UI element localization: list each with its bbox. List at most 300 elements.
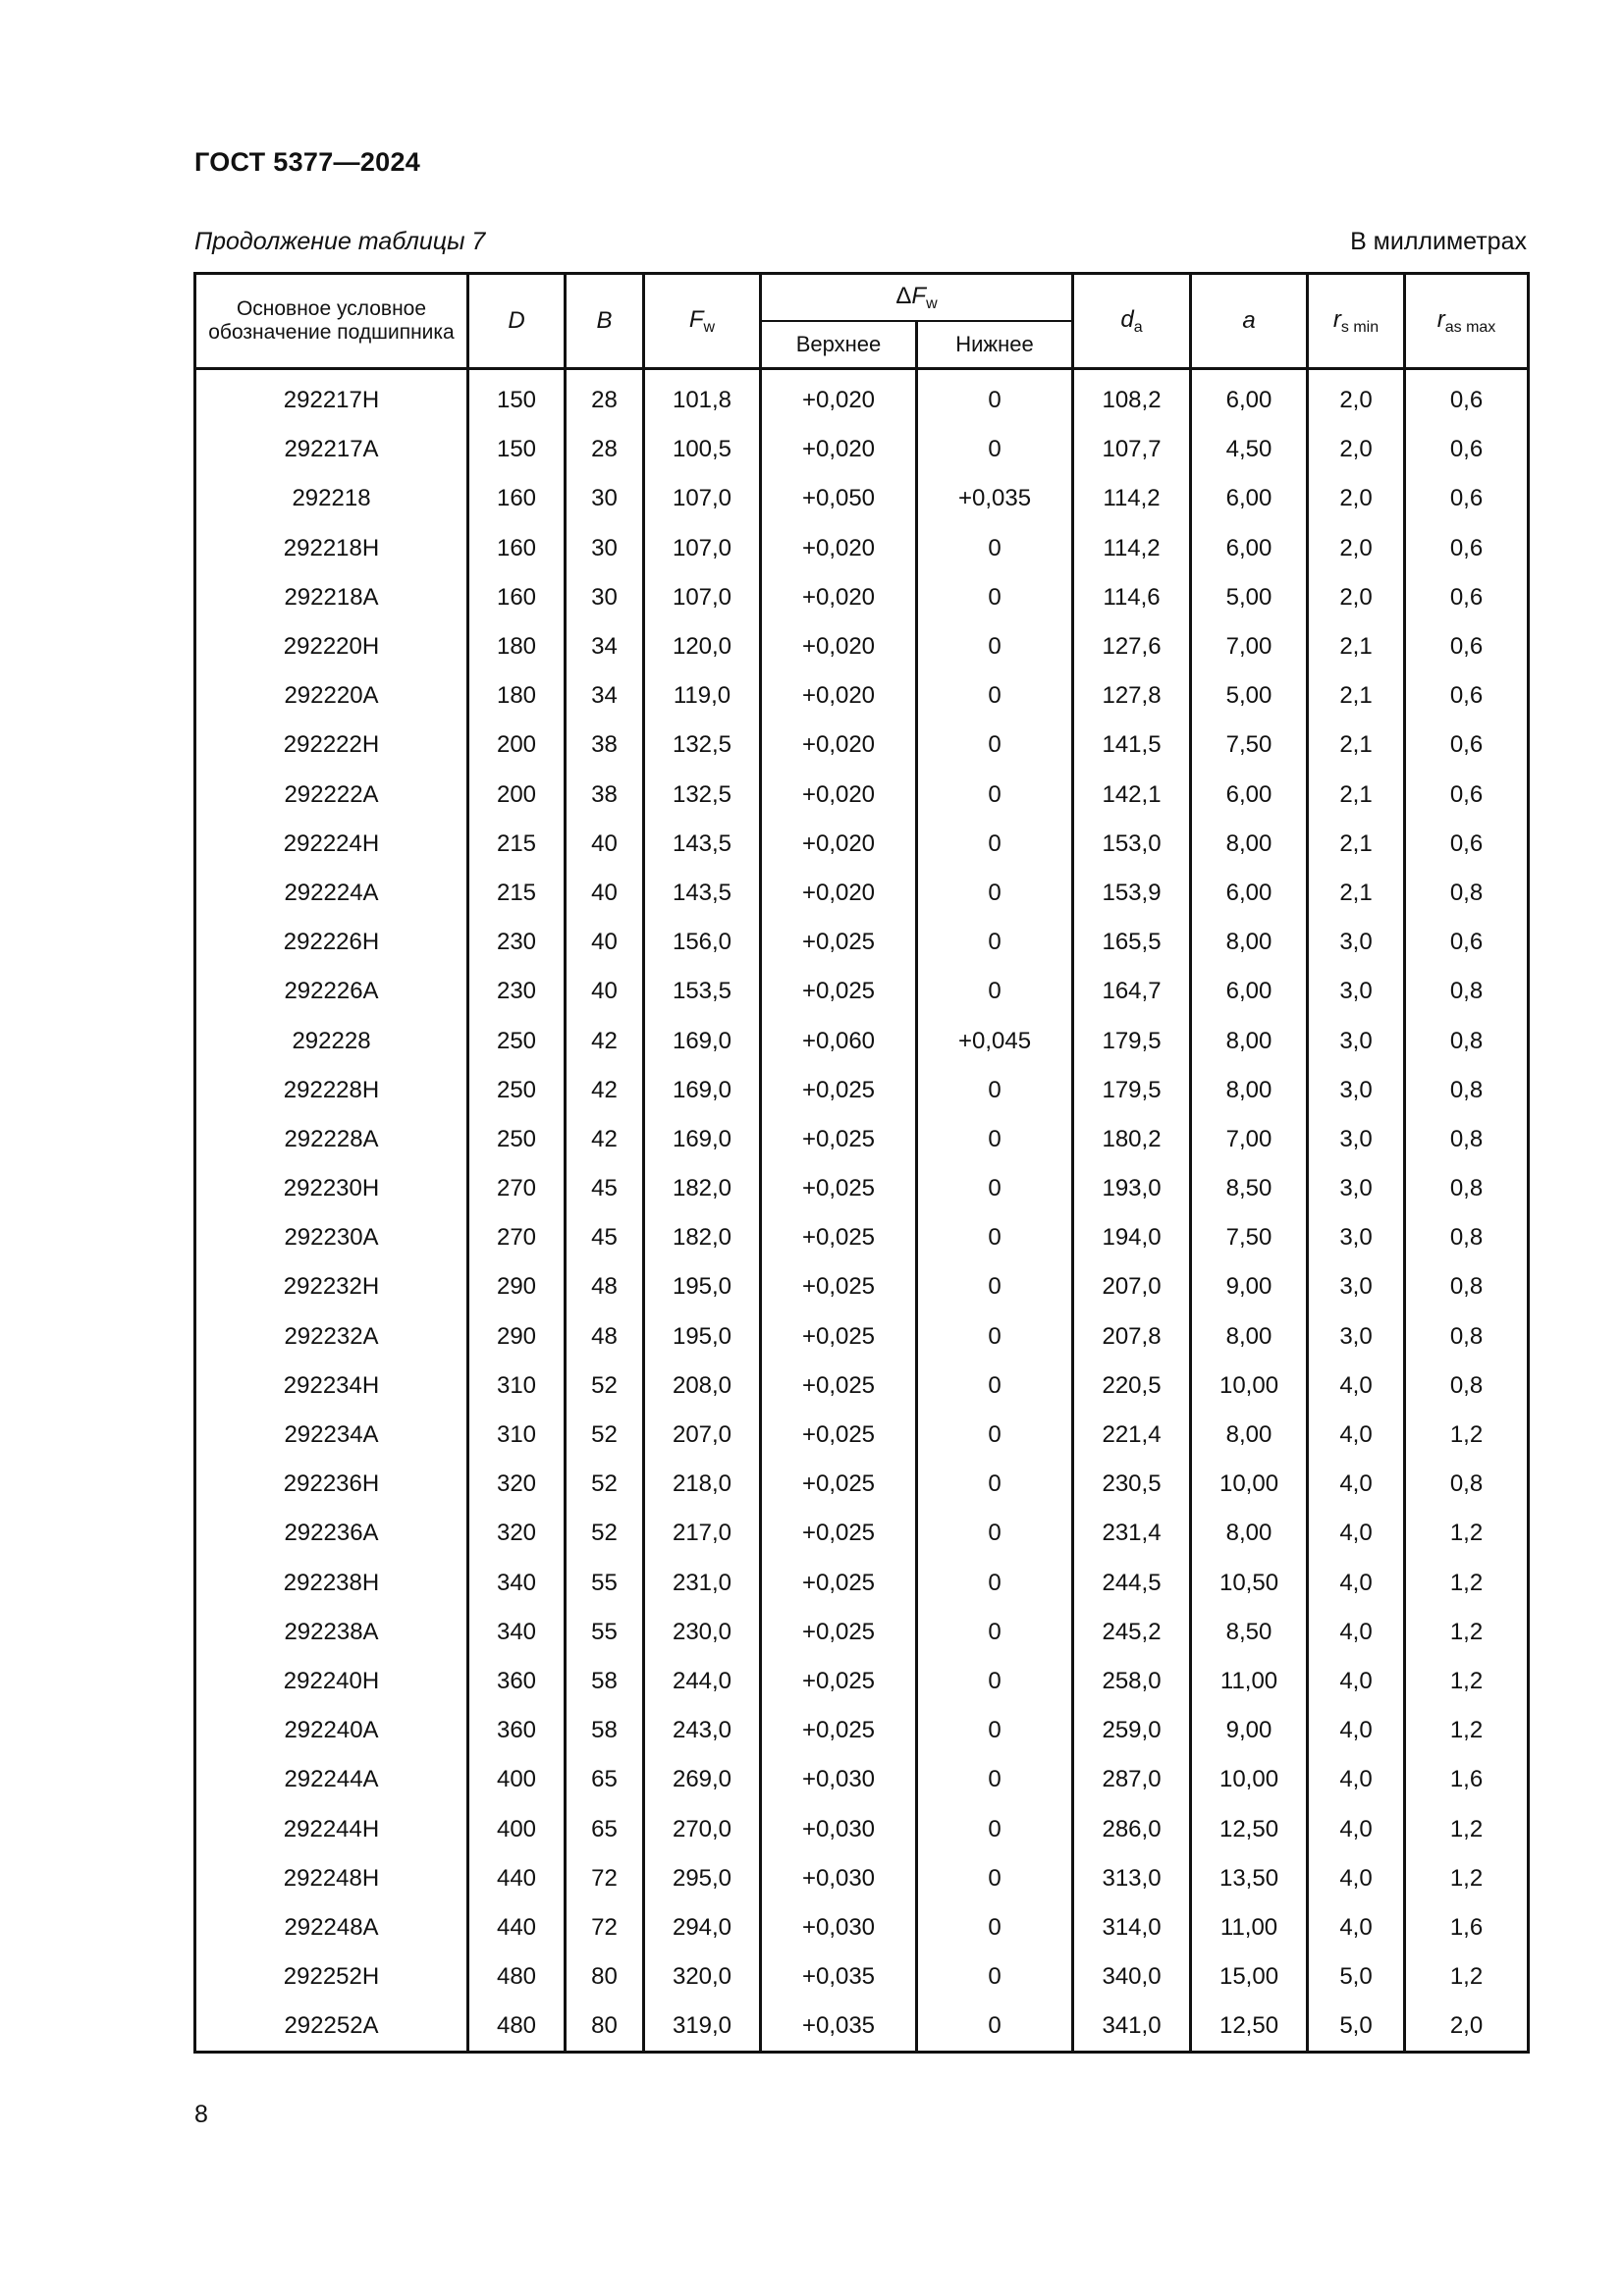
table-cell: 30: [566, 524, 644, 573]
table-cell: 142,1: [1073, 771, 1191, 820]
table-cell: +0,030: [761, 1755, 917, 1804]
table-cell: 292236H: [195, 1460, 468, 1509]
table-cell: 295,0: [644, 1854, 761, 1903]
table-cell: 2,0: [1308, 524, 1405, 573]
table-cell: 310: [468, 1362, 566, 1411]
table-row: [195, 622, 1529, 671]
table-cell: 292222A: [195, 771, 468, 820]
table-cell: 72: [566, 1903, 644, 1952]
table-cell: 286,0: [1073, 1804, 1191, 1853]
table-cell: 156,0: [644, 918, 761, 967]
table-cell: 5,00: [1191, 671, 1308, 721]
table-cell: 0: [917, 869, 1073, 918]
table-cell: 5,0: [1308, 2002, 1405, 2053]
table-cell: 0: [917, 1706, 1073, 1755]
table-cell: 2,1: [1308, 771, 1405, 820]
table-cell: 0,6: [1405, 573, 1529, 622]
table-cell: 72: [566, 1854, 644, 1903]
table-cell: 0: [917, 1362, 1073, 1411]
table-cell: 107,0: [644, 573, 761, 622]
table-cell: 292228H: [195, 1066, 468, 1115]
table-cell: 180: [468, 622, 566, 671]
table-cell: 270: [468, 1164, 566, 1213]
table-cell: 4,0: [1308, 1509, 1405, 1558]
table-cell: 153,0: [1073, 820, 1191, 869]
table-cell: 3,0: [1308, 1016, 1405, 1065]
table-cell: 7,00: [1191, 1115, 1308, 1164]
table-cell: 34: [566, 622, 644, 671]
table-cell: 42: [566, 1066, 644, 1115]
table-cell: 207,0: [644, 1411, 761, 1460]
table-cell: 3,0: [1308, 918, 1405, 967]
table-cell: 270,0: [644, 1804, 761, 1853]
table-cell: 292234H: [195, 1362, 468, 1411]
table-cell: 292238H: [195, 1559, 468, 1608]
table-cell: 360: [468, 1657, 566, 1706]
table-cell: 11,00: [1191, 1903, 1308, 1952]
table-cell: +0,025: [761, 1509, 917, 1558]
table-cell: 292220A: [195, 671, 468, 721]
table-cell: 8,50: [1191, 1608, 1308, 1657]
table-cell: +0,020: [761, 721, 917, 770]
header-bearing-designation: Основное условное обозначение подшипника: [195, 274, 468, 369]
table-cell: 8,50: [1191, 1164, 1308, 1213]
table-cell: 2,1: [1308, 869, 1405, 918]
table-cell: 80: [566, 1952, 644, 2002]
table-cell: 0,6: [1405, 820, 1529, 869]
table-row: [195, 820, 1529, 869]
table-cell: 101,8: [644, 376, 761, 425]
table-cell: 440: [468, 1903, 566, 1952]
table-cell: 8,00: [1191, 1312, 1308, 1362]
table-cell: +0,035: [761, 2002, 917, 2053]
table-cell: 0: [917, 1262, 1073, 1311]
table-cell: 40: [566, 918, 644, 967]
table-cell: +0,025: [761, 1608, 917, 1657]
table-cell: 127,8: [1073, 671, 1191, 721]
table-cell: 440: [468, 1854, 566, 1903]
table-cell: 0,6: [1405, 918, 1529, 967]
table-row: [195, 524, 1529, 573]
table-cell: 34: [566, 671, 644, 721]
table-cell: 40: [566, 869, 644, 918]
table-cell: 1,2: [1405, 1608, 1529, 1657]
table-cell: 4,0: [1308, 1804, 1405, 1853]
table-cell: +0,025: [761, 1312, 917, 1362]
table-cell: 65: [566, 1804, 644, 1853]
table-cell: 55: [566, 1608, 644, 1657]
table-cell: 230,5: [1073, 1460, 1191, 1509]
table-cell: 0: [917, 425, 1073, 474]
table-cell: 340: [468, 1559, 566, 1608]
table-cell: 250: [468, 1066, 566, 1115]
table-cell: 52: [566, 1411, 644, 1460]
table-cell: 292220H: [195, 622, 468, 671]
table-cell: 292217A: [195, 425, 468, 474]
table-cell: 320: [468, 1460, 566, 1509]
table-row: [195, 721, 1529, 770]
table-row: [195, 1213, 1529, 1262]
table-row: [195, 1460, 1529, 1509]
table-cell: 179,5: [1073, 1016, 1191, 1065]
table-row: [195, 573, 1529, 622]
table-cell: 10,50: [1191, 1559, 1308, 1608]
table-cell: 259,0: [1073, 1706, 1191, 1755]
table-cell: 292240A: [195, 1706, 468, 1755]
table-cell: 200: [468, 771, 566, 820]
header-delta-Fw: $\Delta F_w$: [761, 274, 1073, 322]
table-row: [195, 425, 1529, 474]
table-cell: 292222H: [195, 721, 468, 770]
table-cell: 28: [566, 376, 644, 425]
table-cell: 0: [917, 1755, 1073, 1804]
table-cell: 287,0: [1073, 1755, 1191, 1804]
table-row: [195, 1509, 1529, 1558]
table-cell: 1,2: [1405, 1411, 1529, 1460]
table-cell: 193,0: [1073, 1164, 1191, 1213]
table-cell: 0: [917, 721, 1073, 770]
table-cell: 0,6: [1405, 474, 1529, 523]
table-row: [195, 1755, 1529, 1804]
table-cell: 182,0: [644, 1164, 761, 1213]
table-cell: 0,8: [1405, 1362, 1529, 1411]
table-cell: +0,025: [761, 918, 917, 967]
table-cell: 5,00: [1191, 573, 1308, 622]
table-cell: 1,6: [1405, 1755, 1529, 1804]
table-row: [195, 771, 1529, 820]
table-cell: 0: [917, 573, 1073, 622]
table-row: [195, 2002, 1529, 2053]
table-cell: +0,025: [761, 1164, 917, 1213]
table-cell: 2,0: [1308, 425, 1405, 474]
table-cell: 0,6: [1405, 376, 1529, 425]
table-cell: 0: [917, 1854, 1073, 1903]
table-cell: 231,0: [644, 1559, 761, 1608]
table-cell: 3,0: [1308, 1312, 1405, 1362]
table-cell: 12,50: [1191, 2002, 1308, 2053]
header-da: $d_a$: [1073, 274, 1191, 369]
table-cell: 6,00: [1191, 967, 1308, 1016]
table-cell: +0,025: [761, 1706, 917, 1755]
table-cell: 207,0: [1073, 1262, 1191, 1311]
table-cell: +0,020: [761, 376, 917, 425]
table-cell: 30: [566, 474, 644, 523]
table-cell: 1,6: [1405, 1903, 1529, 1952]
table-cell: 30: [566, 573, 644, 622]
table-cell: 0,8: [1405, 1016, 1529, 1065]
table-cell: +0,025: [761, 1460, 917, 1509]
table-cell: 0: [917, 1559, 1073, 1608]
header-upper: Верхнее: [761, 321, 917, 369]
table-cell: 15,00: [1191, 1952, 1308, 2002]
header-ras-max: $r_{as max}$: [1405, 274, 1529, 369]
table-cell: 215: [468, 869, 566, 918]
table-cell: 45: [566, 1164, 644, 1213]
table-cell: 340,0: [1073, 1952, 1191, 2002]
table-cell: 294,0: [644, 1903, 761, 1952]
table-cell: 195,0: [644, 1262, 761, 1311]
table-cell: 180: [468, 671, 566, 721]
table-row: [195, 1362, 1529, 1411]
table-cell: +0,030: [761, 1903, 917, 1952]
table-cell: 169,0: [644, 1066, 761, 1115]
table-cell: +0,020: [761, 820, 917, 869]
table-cell: 244,5: [1073, 1559, 1191, 1608]
table-cell: 4,0: [1308, 1903, 1405, 1952]
table-cell: 1,2: [1405, 1657, 1529, 1706]
table-cell: 319,0: [644, 2002, 761, 2053]
table-cell: 45: [566, 1213, 644, 1262]
table-cell: 114,6: [1073, 573, 1191, 622]
table-cell: 292226H: [195, 918, 468, 967]
table-cell: 2,0: [1405, 2002, 1529, 2053]
table-cell: +0,020: [761, 425, 917, 474]
table-cell: +0,030: [761, 1804, 917, 1853]
table-cell: 292224H: [195, 820, 468, 869]
table-cell: +0,020: [761, 622, 917, 671]
table-cell: 1,2: [1405, 1804, 1529, 1853]
table-cell: 1,2: [1405, 1952, 1529, 2002]
table-cell: 1,2: [1405, 1559, 1529, 1608]
table-cell: 5,0: [1308, 1952, 1405, 2002]
table-cell: +0,020: [761, 671, 917, 721]
table-cell: 2,0: [1308, 573, 1405, 622]
table-cell: 127,6: [1073, 622, 1191, 671]
table-cell: 0,6: [1405, 721, 1529, 770]
table-row: [195, 1066, 1529, 1115]
table-cell: 6,00: [1191, 524, 1308, 573]
table-cell: 292248H: [195, 1854, 468, 1903]
table-cell: 292228: [195, 1016, 468, 1065]
table-cell: 0: [917, 1411, 1073, 1460]
header-Fw: $F_w$: [644, 274, 761, 369]
units-caption: В миллиметрах: [1350, 228, 1527, 255]
table-cell: 292248A: [195, 1903, 468, 1952]
table-cell: 0: [917, 1115, 1073, 1164]
table-cell: 292218A: [195, 573, 468, 622]
table-cell: 0: [917, 1509, 1073, 1558]
table-cell: 292232H: [195, 1262, 468, 1311]
table-cell: 169,0: [644, 1115, 761, 1164]
table-cell: 153,5: [644, 967, 761, 1016]
table-row: [195, 918, 1529, 967]
table-cell: 52: [566, 1362, 644, 1411]
table-cell: 8,00: [1191, 1411, 1308, 1460]
table-cell: 160: [468, 573, 566, 622]
table-cell: 0: [917, 1164, 1073, 1213]
table-row: [195, 1016, 1529, 1065]
table-cell: 0: [917, 1952, 1073, 2002]
table-cell: 0: [917, 820, 1073, 869]
table-cell: 320,0: [644, 1952, 761, 2002]
table-cell: 313,0: [1073, 1854, 1191, 1903]
table-cell: 360: [468, 1706, 566, 1755]
table-cell: 0: [917, 1903, 1073, 1952]
table-cell: 150: [468, 425, 566, 474]
table-cell: 48: [566, 1262, 644, 1311]
table-cell: 10,00: [1191, 1362, 1308, 1411]
table-cell: +0,025: [761, 1213, 917, 1262]
table-cell: 292236A: [195, 1509, 468, 1558]
table-cell: 0,6: [1405, 524, 1529, 573]
table-cell: 292217H: [195, 376, 468, 425]
table-cell: +0,025: [761, 1115, 917, 1164]
table-cell: 290: [468, 1262, 566, 1311]
table-cell: 218,0: [644, 1460, 761, 1509]
table-row: [195, 1903, 1529, 1952]
table-cell: 165,5: [1073, 918, 1191, 967]
table-cell: 1,2: [1405, 1509, 1529, 1558]
table-cell: 207,8: [1073, 1312, 1191, 1362]
table-cell: 65: [566, 1755, 644, 1804]
table-cell: 0: [917, 918, 1073, 967]
table-row: [195, 1312, 1529, 1362]
table-cell: 4,0: [1308, 1608, 1405, 1657]
table-cell: 120,0: [644, 622, 761, 671]
table-cell: 230: [468, 967, 566, 1016]
table-cell: +0,020: [761, 869, 917, 918]
table-cell: 194,0: [1073, 1213, 1191, 1262]
table-cell: +0,025: [761, 1411, 917, 1460]
table-cell: 0,8: [1405, 869, 1529, 918]
table-cell: 8,00: [1191, 1509, 1308, 1558]
table-cell: 200: [468, 721, 566, 770]
table-cell: 0,8: [1405, 1460, 1529, 1509]
table-cell: 7,50: [1191, 1213, 1308, 1262]
table-cell: 0: [917, 1312, 1073, 1362]
table-cell: 0: [917, 1804, 1073, 1853]
table-cell: 0: [917, 671, 1073, 721]
table-row: [195, 1706, 1529, 1755]
table-cell: +0,025: [761, 1066, 917, 1115]
table-cell: 0: [917, 1657, 1073, 1706]
table-cell: 2,0: [1308, 474, 1405, 523]
table-cell: 6,00: [1191, 474, 1308, 523]
table-cell: 400: [468, 1804, 566, 1853]
table-cell: +0,030: [761, 1854, 917, 1903]
table-cell: 0: [917, 524, 1073, 573]
table-cell: 4,0: [1308, 1362, 1405, 1411]
table-cell: 3,0: [1308, 1115, 1405, 1164]
table-cell: 28: [566, 425, 644, 474]
table-cell: 2,1: [1308, 671, 1405, 721]
table-cell: 38: [566, 721, 644, 770]
table-cell: 0: [917, 1460, 1073, 1509]
table-cell: 480: [468, 1952, 566, 2002]
table-row: [195, 1411, 1529, 1460]
table-cell: 160: [468, 524, 566, 573]
table-cell: 1,2: [1405, 1706, 1529, 1755]
table-row: [195, 1608, 1529, 1657]
table-cell: 119,0: [644, 671, 761, 721]
table-row: [195, 869, 1529, 918]
table-cell: 269,0: [644, 1755, 761, 1804]
table-cell: 48: [566, 1312, 644, 1362]
table-cell: 8,00: [1191, 1066, 1308, 1115]
table-cell: 310: [468, 1411, 566, 1460]
table-cell: 160: [468, 474, 566, 523]
table-cell: 314,0: [1073, 1903, 1191, 1952]
table-cell: 40: [566, 967, 644, 1016]
table-cell: 0,6: [1405, 771, 1529, 820]
table-cell: 292232A: [195, 1312, 468, 1362]
table-cell: 4,50: [1191, 425, 1308, 474]
table-row: [195, 1164, 1529, 1213]
table-cell: 6,00: [1191, 376, 1308, 425]
table-cell: 0: [917, 376, 1073, 425]
table-cell: 8,00: [1191, 918, 1308, 967]
table-cell: 0,8: [1405, 1213, 1529, 1262]
table-cell: 3,0: [1308, 1066, 1405, 1115]
table-cell: 153,9: [1073, 869, 1191, 918]
table-row: [195, 1559, 1529, 1608]
table-cell: 143,5: [644, 820, 761, 869]
table-cell: 0,8: [1405, 1312, 1529, 1362]
table-cell: +0,020: [761, 573, 917, 622]
table-cell: +0,025: [761, 1559, 917, 1608]
table-cell: +0,035: [917, 474, 1073, 523]
header-lower: Нижнее: [917, 321, 1073, 369]
table-cell: 0,8: [1405, 1262, 1529, 1311]
table-cell: 292224A: [195, 869, 468, 918]
table-cell: 0: [917, 967, 1073, 1016]
table-cell: 108,2: [1073, 376, 1191, 425]
table-cell: 132,5: [644, 771, 761, 820]
table-cell: 132,5: [644, 721, 761, 770]
table-cell: 292228A: [195, 1115, 468, 1164]
table-cell: 292252A: [195, 2002, 468, 2053]
table-cell: 107,0: [644, 474, 761, 523]
table-cell: 245,2: [1073, 1608, 1191, 1657]
table-cell: +0,020: [761, 524, 917, 573]
table-cell: 243,0: [644, 1706, 761, 1755]
table-cell: 150: [468, 376, 566, 425]
table-cell: 3,0: [1308, 967, 1405, 1016]
table-cell: +0,020: [761, 771, 917, 820]
table-cell: 0,8: [1405, 1164, 1529, 1213]
table-cell: 0,8: [1405, 967, 1529, 1016]
table-cell: 164,7: [1073, 967, 1191, 1016]
table-cell: 179,5: [1073, 1066, 1191, 1115]
table-cell: 0: [917, 622, 1073, 671]
bearing-dimensions-table: [193, 272, 1530, 2054]
table-cell: +0,035: [761, 1952, 917, 2002]
table-cell: 231,4: [1073, 1509, 1191, 1558]
table-cell: 4,0: [1308, 1460, 1405, 1509]
table-cell: 6,00: [1191, 771, 1308, 820]
header-rs-min: $r_{s min}$: [1308, 274, 1405, 369]
table-cell: 52: [566, 1460, 644, 1509]
table-cell: 217,0: [644, 1509, 761, 1558]
table-cell: 270: [468, 1213, 566, 1262]
table-cell: 1,2: [1405, 1854, 1529, 1903]
document-code: ГОСТ 5377—2024: [194, 147, 421, 177]
table-cell: +0,025: [761, 1657, 917, 1706]
table-cell: 13,50: [1191, 1854, 1308, 1903]
table-cell: +0,025: [761, 1362, 917, 1411]
table-cell: 0,6: [1405, 425, 1529, 474]
table-cell: 12,50: [1191, 1804, 1308, 1853]
table-cell: 0,8: [1405, 1115, 1529, 1164]
table-cell: 114,2: [1073, 474, 1191, 523]
table-row: [195, 1262, 1529, 1311]
table-cell: 2,1: [1308, 820, 1405, 869]
table-cell: +0,025: [761, 967, 917, 1016]
table-cell: 4,0: [1308, 1854, 1405, 1903]
table-cell: 4,0: [1308, 1657, 1405, 1706]
table-cell: 2,1: [1308, 721, 1405, 770]
table-cell: 0: [917, 1608, 1073, 1657]
